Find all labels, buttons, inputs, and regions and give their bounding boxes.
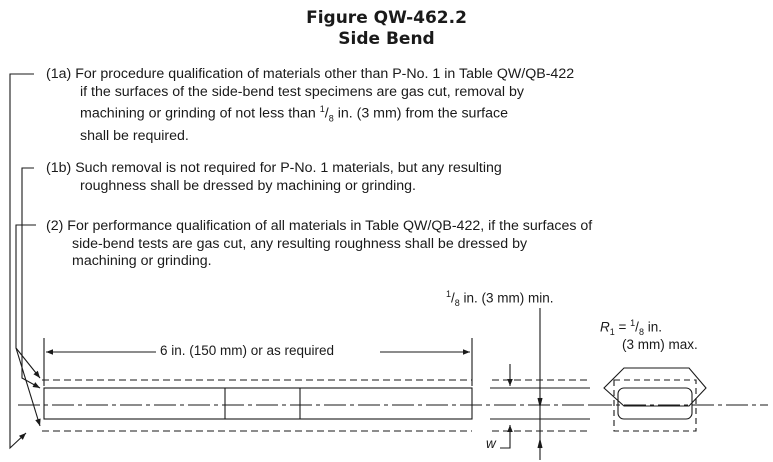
radius-subscript: 1 <box>609 327 615 338</box>
note-1a-line3-pre: machining or grinding of not less than <box>80 105 320 122</box>
width-leader <box>500 425 510 448</box>
cross-section-outline <box>604 368 706 406</box>
fraction-numerator: 1 <box>319 104 325 114</box>
note-2-line3: machining or grinding. <box>72 253 212 269</box>
length-dimension-label: 6 in. (150 mm) or as required <box>160 343 335 358</box>
radius-max-label: (3 mm) max. <box>622 337 698 352</box>
fraction-denominator: 8 <box>454 298 460 309</box>
specimen-core <box>44 388 472 419</box>
note-1a-line4: shall be required. <box>80 128 189 145</box>
figure-subtitle: Side Bend <box>338 29 435 49</box>
note-1b-line1: Such removal is not required for P-No. 1 materials, but any resulting <box>75 160 502 176</box>
figure-title: Figure QW-462.2 <box>306 8 467 28</box>
note-2-marker: (2) <box>46 218 64 234</box>
cross-section-core <box>618 388 692 419</box>
leader-2 <box>16 225 40 378</box>
note-1b-line2: roughness shall be dressed by machining or grinding. <box>80 177 416 194</box>
note-1b-marker: (1b) <box>46 160 72 176</box>
fraction-denominator: 8 <box>328 113 334 124</box>
removal-dimension-text: in. (3 mm) min. <box>459 290 554 306</box>
note-1a-line2: if the surfaces of the side-bend test specimens are gas cut, removal by <box>80 83 524 100</box>
fraction-denominator: 8 <box>638 327 644 338</box>
radius-unit: in. <box>643 319 662 335</box>
note-2-line2: side-bend tests are gas cut, any resulting roughness shall be dressed by <box>72 235 528 252</box>
note-1a-line3-post: in. (3 mm) from the surface <box>333 105 508 122</box>
note-1a-marker: (1a) <box>46 66 72 82</box>
leader-1b <box>22 168 40 388</box>
width-label: w <box>486 436 496 451</box>
note-1a-line1: For procedure qualification of materials other than P-No. 1 in Table QW/QB-422 <box>75 66 575 82</box>
note-1a-line3: machining or grinding of not less than $^1/_8$ in. (3 mm) from the surface <box>80 104 508 124</box>
note-2-line1: For performance qualification of all materials in Table QW/QB-422, if the surfaces of <box>67 218 593 234</box>
radius-equals: = <box>614 319 631 335</box>
removal-dimension-label: $^1/_8$ in. (3 mm) min. <box>446 289 554 309</box>
fraction-numerator: 1 <box>446 289 452 299</box>
radius-symbol: R <box>600 319 610 335</box>
radius-label: $R_1 = ^1/_8$ in. <box>600 318 662 338</box>
fraction-numerator: 1 <box>630 318 636 328</box>
